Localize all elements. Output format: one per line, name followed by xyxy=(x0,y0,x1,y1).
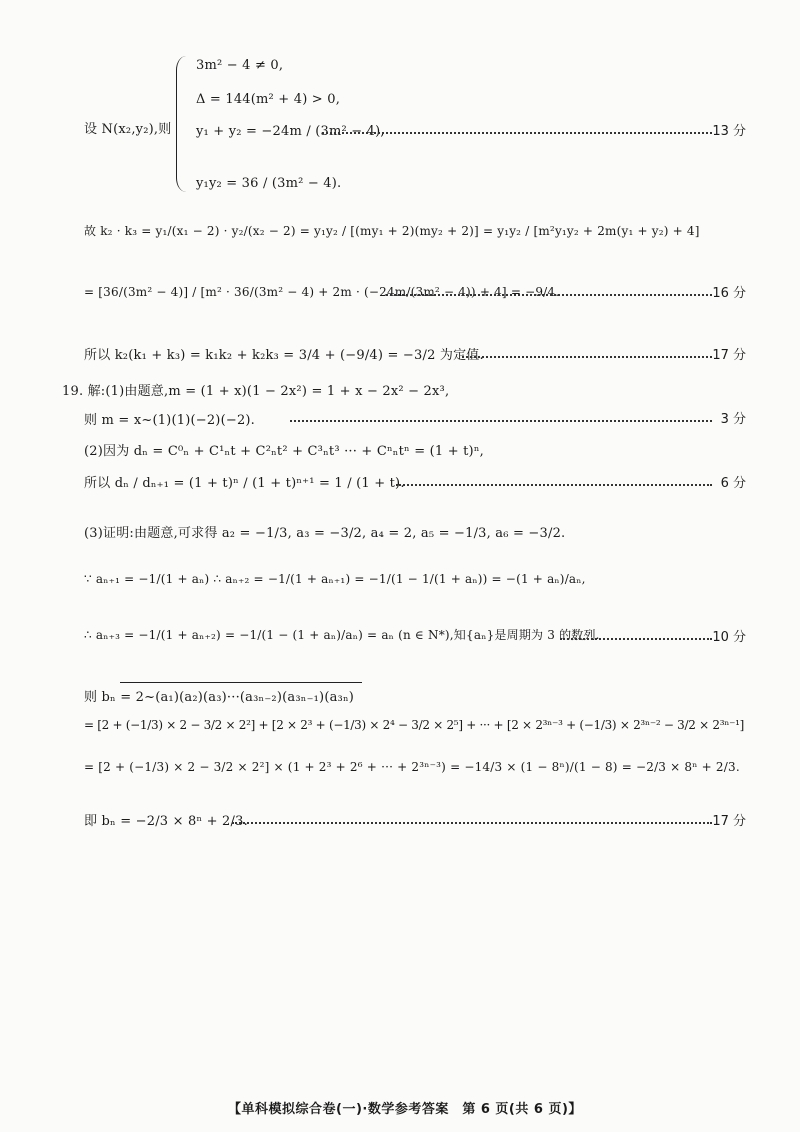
leader-dots xyxy=(462,356,712,358)
q19-part2-line2: 所以 dₙ / dₙ₊₁ = (1 + t)ⁿ / (1 + t)ⁿ⁺¹ = 1 / (1 + t). xyxy=(84,476,405,491)
q19-part3-line3: ∴ aₙ₊₃ = −1/(1 + aₙ₊₂) = −1/(1 − (1 + aₙ)/aₙ) = aₙ (n ∈ N*),知{aₙ}是周期为 3 的数列. xyxy=(84,628,600,642)
score-13: 13 分 xyxy=(712,124,746,139)
sum-line-1: = [2 + (−1/3) × 2 − 3/2 × 2²] + [2 × 2³ + (−1/3) × 2⁴ − 3/2 × 2⁵] + ··· + [2 × 2³ⁿ⁻³ + (−1/3) × 2³ⁿ⁻² − 3/2 × 2³ⁿ⁻¹] xyxy=(84,718,745,732)
q19-part1-line2: 则 m = x~(1)(1)(−2)(−2). xyxy=(84,413,256,428)
score-16: 16 分 xyxy=(712,286,746,301)
score-10: 10 分 xyxy=(712,630,746,645)
leader-dots xyxy=(322,132,712,134)
score-6: 6 分 xyxy=(720,476,746,491)
sum-line-2: = [2 + (−1/3) × 2 − 3/2 × 2²] × (1 + 2³ + 2⁶ + ··· + 2³ⁿ⁻³) = −14/3 × (1 − 8ⁿ)/(1 − 8) = −2/3 × 8ⁿ + 2/3. xyxy=(84,760,740,774)
leader-dots xyxy=(396,484,712,486)
q19-part2-line1: (2)因为 dₙ = C⁰ₙ + C¹ₙt + C²ₙt² + C³ₙt³ ··· + Cⁿₙtⁿ = (1 + t)ⁿ, xyxy=(84,444,484,459)
k-conclusion: 所以 k₂(k₁ + k₃) = k₁k₂ + k₂k₃ = 3/4 + (−9/4) = −3/2 为定值. xyxy=(84,348,484,363)
score-3: 3 分 xyxy=(720,412,746,427)
leader-dots xyxy=(386,294,712,296)
overline xyxy=(120,682,362,683)
system-brace xyxy=(176,56,187,192)
score-17a: 17 分 xyxy=(712,348,746,363)
b-definition: 则 bₙ = 2~(a₁)(a₂)(a₃)···(a₃ₙ₋₂)(a₃ₙ₋₁)(a₃ₙ) xyxy=(84,690,355,705)
q19-part3-line1: (3)证明:由题意,可求得 a₂ = −1/3, a₃ = −3/2, a₄ = 2, a₅ = −1/3, a₆ = −3/2. xyxy=(84,526,566,541)
b-final: 即 bₙ = −2/3 × 8ⁿ + 2/3. xyxy=(84,814,248,829)
leader-dots xyxy=(232,822,712,824)
leader-dots xyxy=(560,638,712,640)
leader-dots xyxy=(290,420,712,422)
score-17b: 17 分 xyxy=(712,814,746,829)
page-footer: 【单科模拟综合卷(一)·数学参考答案 第 6 页(共 6 页)】 xyxy=(228,1102,582,1117)
system-line-3: y₁ + y₂ = −24m / (3m² − 4), xyxy=(196,124,385,139)
q19-part3-line2: ∵ aₙ₊₁ = −1/(1 + aₙ) ∴ aₙ₊₂ = −1/(1 + aₙ₊₁) = −1/(1 − 1/(1 + aₙ)) = −(1 + aₙ)/aₙ, xyxy=(84,572,586,586)
system-line-2: Δ = 144(m² + 4) > 0, xyxy=(196,92,341,107)
k-product-result: = [36/(3m² − 4)] / [m² · 36/(3m² − 4) + 2m · (−24m/(3m² − 4)) + 4] = −9/4. xyxy=(84,285,560,299)
q19-part1-line1: 19. 解:(1)由题意,m = (1 + x)(1 − 2x²) = 1 + x − 2x² − 2x³, xyxy=(62,384,450,399)
system-intro: 设 N(x₂,y₂),则 xyxy=(84,122,172,137)
system-line-4: y₁y₂ = 36 / (3m² − 4). xyxy=(196,176,342,191)
system-line-1: 3m² − 4 ≠ 0, xyxy=(196,58,284,73)
k-product-line: 故 k₂ · k₃ = y₁/(x₁ − 2) · y₂/(x₂ − 2) = y₁y₂ / [(my₁ + 2)(my₂ + 2)] = y₁y₂ / [m²y₁y₂ + 2m(y₁ + y₂) + 4] xyxy=(84,224,700,238)
